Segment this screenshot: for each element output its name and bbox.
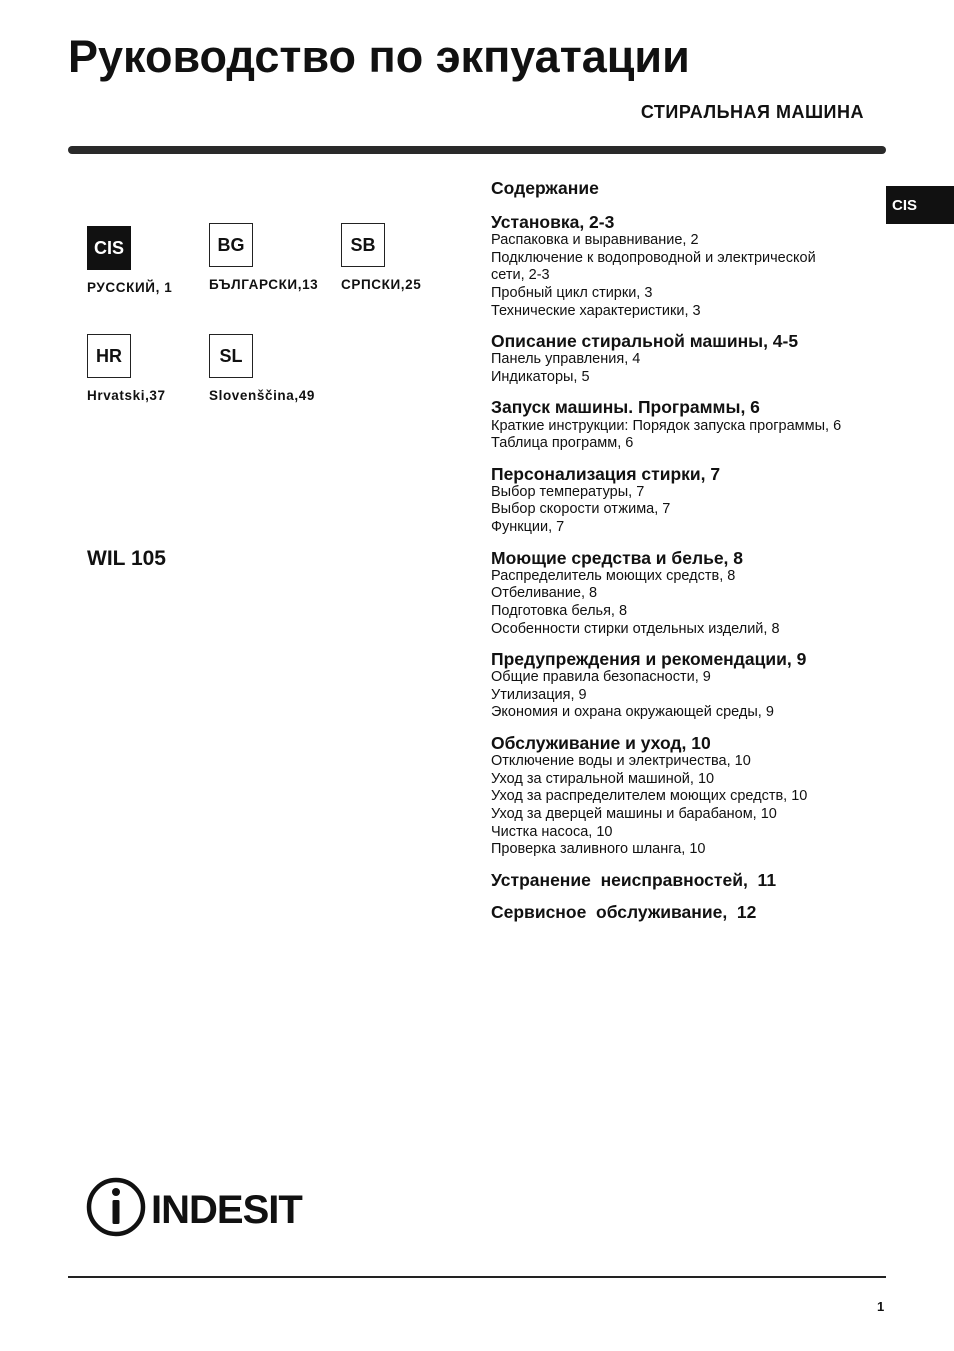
language-label: РУССКИЙ, 1 xyxy=(87,280,173,295)
toc-item[interactable]: Подключение к водопроводной и электрической xyxy=(491,249,816,266)
toc-section-title[interactable]: Устранение неисправностей, 11 xyxy=(491,869,777,890)
language-label: Slovenščina,49 xyxy=(209,388,315,403)
toc-item[interactable]: Краткие инструкции: Порядок запуска программы, 6 xyxy=(491,417,842,434)
language-code-badge: BG xyxy=(209,223,253,267)
toc-section xyxy=(491,464,886,537)
toc-heading: Содержание xyxy=(491,178,599,198)
table-of-contents xyxy=(491,178,886,934)
toc-item[interactable]: Подготовка белья, 8 xyxy=(491,602,628,619)
toc-section xyxy=(491,212,886,320)
language-option-bg[interactable] xyxy=(209,223,318,292)
toc-section xyxy=(491,331,886,386)
toc-item[interactable]: сети, 2-3 xyxy=(491,267,550,284)
side-tab-label: CIS xyxy=(892,196,918,214)
model-number: WIL 105 xyxy=(87,547,166,570)
toc-item[interactable]: Экономия и охрана окружающей среды, 9 xyxy=(491,704,774,721)
language-code-badge: SB xyxy=(341,223,385,267)
indesit-logo-icon xyxy=(85,1176,325,1238)
toc-item[interactable]: Функции, 7 xyxy=(491,519,565,536)
toc-section xyxy=(491,870,886,890)
page-number: 1 xyxy=(877,1299,885,1314)
toc-item[interactable]: Таблица программ, 6 xyxy=(491,435,634,452)
toc-section xyxy=(491,902,886,922)
language-code-badge: CIS xyxy=(87,226,131,270)
toc-item[interactable]: Отбеливание, 8 xyxy=(491,585,598,602)
toc-section-title[interactable]: Запуск машины. Программы, 6 xyxy=(491,397,760,418)
toc-item[interactable]: Уход за стиральной машиной, 10 xyxy=(491,770,715,787)
toc-section-title[interactable]: Персонализация стирки, 7 xyxy=(491,463,721,484)
toc-section xyxy=(491,733,886,859)
toc-item[interactable]: Технические характеристики, 3 xyxy=(491,302,701,319)
toc-section-title[interactable]: Моющие средства и белье, 8 xyxy=(491,547,744,568)
indesit-logo-wordmark: INDESIT xyxy=(151,1188,302,1232)
language-option-hr[interactable] xyxy=(87,334,166,403)
toc-section xyxy=(491,649,886,722)
language-label: БЪЛГАРСКИ,13 xyxy=(209,277,319,292)
toc-section-title[interactable]: Установка, 2-3 xyxy=(491,212,615,232)
language-label: Hrvatski,37 xyxy=(87,388,166,403)
toc-item[interactable]: Особенности стирки отдельных изделий, 8 xyxy=(491,620,780,637)
toc-section-title[interactable]: Обслуживание и уход, 10 xyxy=(491,733,711,754)
toc-item[interactable]: Выбор скорости отжима, 7 xyxy=(491,501,671,518)
language-label: СРПСКИ,25 xyxy=(341,277,422,292)
toc-item[interactable]: Уход за распределителем моющих средств, 10 xyxy=(491,788,808,805)
toc-item[interactable]: Общие правила безопасности, 9 xyxy=(491,669,711,686)
toc-section-title[interactable]: Сервисное обслуживание, 12 xyxy=(491,901,757,922)
toc-section-title[interactable]: Предупреждения и рекомендации, 9 xyxy=(491,649,807,670)
toc-item[interactable]: Индикаторы, 5 xyxy=(491,368,590,385)
toc-item[interactable]: Распределитель моющих средств, 8 xyxy=(491,567,736,584)
language-code-badge: SL xyxy=(209,334,253,378)
toc-item[interactable]: Утилизация, 9 xyxy=(491,686,587,703)
toc-section-title[interactable]: Описание стиральной машины, 4-5 xyxy=(491,331,799,352)
toc-item[interactable]: Чистка насоса, 10 xyxy=(491,823,613,840)
toc-item[interactable]: Панель управления, 4 xyxy=(491,351,641,368)
toc-item[interactable]: Пробный цикл стирки, 3 xyxy=(491,284,653,301)
toc-item[interactable]: Проверка заливного шланга, 10 xyxy=(491,841,706,858)
toc-item[interactable]: Выбор температуры, 7 xyxy=(491,483,645,500)
header-divider xyxy=(68,146,886,154)
toc-section xyxy=(491,548,886,639)
toc-section xyxy=(491,397,886,452)
toc-item[interactable]: Распаковка и выравнивание, 2 xyxy=(491,232,699,249)
language-option-sb[interactable] xyxy=(341,223,421,292)
page-title: Руководство по экпуатации xyxy=(68,31,690,82)
language-code-badge: HR xyxy=(87,334,131,378)
footer-divider xyxy=(68,1276,886,1278)
language-option-cis[interactable] xyxy=(87,226,172,295)
toc-item[interactable]: Отключение воды и электричества, 10 xyxy=(491,753,751,770)
indesit-logo xyxy=(85,1176,325,1238)
language-side-tab xyxy=(886,186,954,224)
language-option-sl[interactable] xyxy=(209,334,315,403)
document-subtitle: СТИРАЛЬНАЯ МАШИНА xyxy=(640,102,864,122)
toc-item[interactable]: Уход за дверцей машины и барабаном, 10 xyxy=(491,805,777,822)
